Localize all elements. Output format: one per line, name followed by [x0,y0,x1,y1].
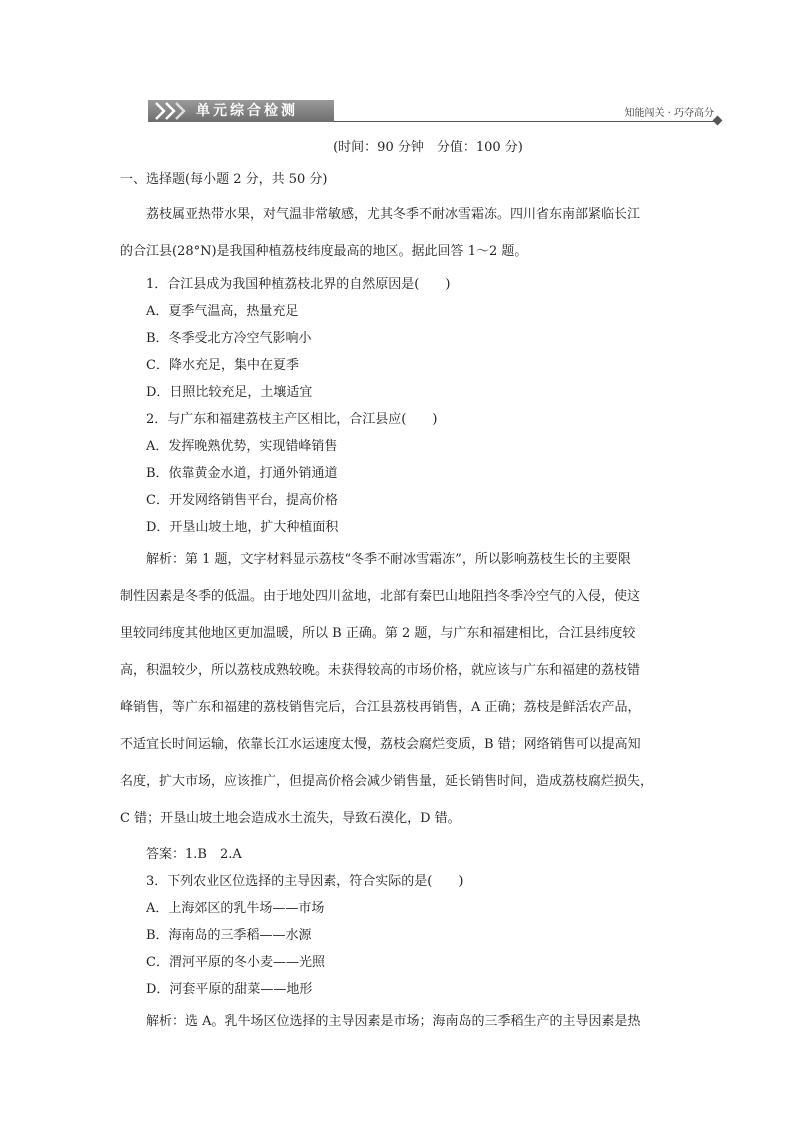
time-score-line: (时间：90 分钟 分值：100 分) [333,140,523,155]
header-slogan: 知能闯关 · 巧夺高分 [624,108,714,119]
answer-line: 答案：1.B 2.A [146,847,242,862]
question-stem: 1．合江县成为我国种植荔枝北界的自然原因是( ) [146,277,451,292]
analysis-line: 高，积温较少，所以荔枝成熟较晚。未获得较高的市场价格，就应该与广东和福建的荔枝错 [120,663,641,678]
question-2 [120,406,676,541]
option-b: B．冬季受北方冷空气影响小 [146,331,312,346]
intro-line: 的合江县(28°N)是我国种植荔枝纬度最高的地区。据此回答 1～2 题。 [120,244,528,259]
analysis-line: C 错；开垦山坡土地会造成水土流失，导致石漠化，D 错。 [120,811,461,826]
section-banner-title: 单元综合检测 [196,103,298,119]
option-a: A．发挥晚熟优势，实现错峰销售 [146,439,338,454]
option-b: B．依靠黄金水道，打通外销通道 [146,466,338,481]
option-c: C．渭河平原的冬小麦——光照 [146,955,325,970]
option-d: D．开垦山坡土地，扩大种植面积 [146,520,339,535]
analysis-paragraph [120,541,676,837]
option-b: B．海南岛的三季稻——水源 [146,928,312,943]
analysis-line: 里较同纬度其他地区更加温暖，所以 B 正确。第 2 题，与广东和福建相比，合江县纬度较 [120,626,636,641]
intro-paragraph [120,196,676,270]
question-1 [120,271,676,406]
header-rule [334,121,718,122]
section-title: 一、选择题(每小题 2 分，共 50 分) [120,172,328,187]
question-3 [120,841,676,1003]
analysis-line: 不适宜长时间运输，依靠长江水运速度太慢，荔枝会腐烂变质，B 错；网络销售可以提高知 [120,737,641,752]
document-body [120,136,676,1040]
page-header [148,98,724,124]
question-stem: 3．下列农业区位选择的主导因素，符合实际的是( ) [146,874,464,889]
option-d: D．河套平原的甜菜——地形 [146,982,313,997]
option-d: D．日照比较充足，土壤适宜 [146,385,313,400]
analysis-line: 解析：选 A。乳牛场区位选择的主导因素是市场；海南岛的三季稻生产的主导因素是热 [146,1014,641,1029]
question-stem: 2．与广东和福建荔枝主产区相比，合江县应( ) [146,412,438,427]
diamond-icon [713,116,723,126]
chevron-right-icon [152,100,192,122]
option-c: C．降水充足，集中在夏季 [146,358,299,373]
option-a: A．夏季气温高，热量充足 [146,304,299,319]
option-a: A．上海郊区的乳牛场——市场 [146,901,325,916]
option-c: C．开发网络销售平台，提高价格 [146,493,338,508]
analysis-line: 解析：第 1 题，文字材料显示荔枝“冬季不耐冰雪霜冻”，所以影响荔枝生长的主要限 [146,552,631,567]
intro-line: 荔枝属亚热带水果，对气温非常敏感，尤其冬季不耐冰雪霜冻。四川省东南部紧临长江 [146,207,641,222]
analysis-line: 名度，扩大市场，应该推广，但提高价格会减少销售量，延长销售时间，造成荔枝腐烂损失， [120,774,654,789]
analysis-line: 峰销售，等广东和福建的荔枝销售完后，合江县荔枝再销售，A 正确；荔枝是鲜活农产品， [120,700,641,715]
analysis-paragraph [120,1003,676,1040]
analysis-line: 制性因素是冬季的低温。由于地处四川盆地，北部有秦巴山地阻挡冬季冷空气的入侵，使这 [120,589,641,604]
